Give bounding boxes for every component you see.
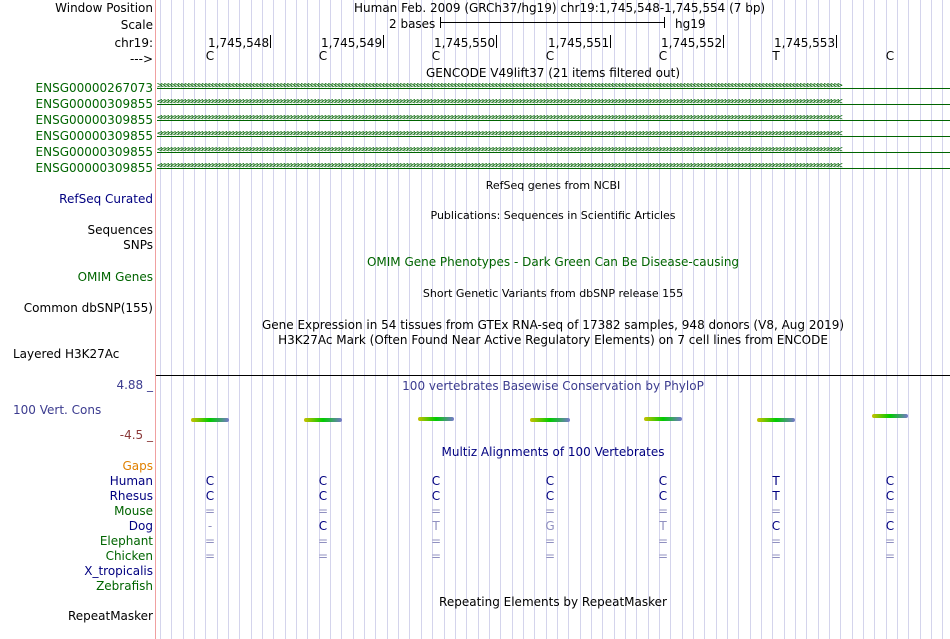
- ruler-tick-mark: [723, 35, 724, 48]
- phylop-score-glyph: [872, 414, 908, 418]
- ruler-tick-label: 1,745,553: [774, 36, 836, 50]
- dbsnp-track-label[interactable]: Common dbSNP(155): [23, 301, 153, 315]
- alignment-base-mouse: =: [430, 504, 442, 518]
- alignment-base-mouse: =: [770, 504, 782, 518]
- gencode-gene-label[interactable]: ENSG00000309855: [35, 161, 153, 175]
- window-position-label: Window Position: [55, 1, 153, 15]
- alignment-base-chicken: =: [544, 549, 556, 563]
- ruler-tick-mark: [836, 35, 837, 48]
- alignment-base-mouse: =: [884, 504, 896, 518]
- alignment-base-dog: T: [659, 519, 667, 533]
- h3k27ac-baseline: [156, 375, 950, 376]
- alignment-base-mouse: =: [657, 504, 669, 518]
- alignment-base-mouse: =: [204, 504, 216, 518]
- alignment-base-elephant: =: [657, 534, 669, 548]
- publications-track-title: Publications: Sequences in Scientific Articles: [430, 209, 676, 222]
- gencode-gene-label[interactable]: ENSG00000309855: [35, 129, 153, 143]
- conservation-min-label: -4.5 _: [119, 428, 153, 442]
- phylop-score-glyph: [757, 418, 795, 422]
- alignment-base-chicken: =: [657, 549, 669, 563]
- gencode-gene-label[interactable]: ENSG00000309855: [35, 113, 153, 127]
- phylop-score-glyph: [304, 418, 342, 422]
- alignment-base-human: C: [545, 474, 555, 488]
- reverse-strand-arrows: <<<<<<<<<<<<<<<<<<<<<<<<<<<<<<<<<<<<<<<<<<<<<<<<<<<<<<<<<<<<<<<<<<<<<<<<<<<<<<<<<<<<<<<<<<<<<<<<<<<<<<<<<<<<<<<<<<<<<<<<<<<<<<<<<<<<<<<<<<<<<<<<<<<<<<<<<<<<<<<<<<<<<<<<<<<<<<<<<<<<<<<<<<<<<<<<<<<<<<<<: [157, 130, 841, 139]
- phylop-score-glyph: [530, 418, 570, 422]
- reference-base: C: [885, 49, 895, 63]
- omim-track-title: OMIM Gene Phenotypes - Dark Green Can Be Disease-causing: [366, 255, 740, 269]
- gencode-gene-label[interactable]: ENSG00000309855: [35, 97, 153, 111]
- snps-track-label[interactable]: SNPs: [123, 238, 153, 252]
- assembly-text: hg19: [675, 17, 706, 31]
- alignment-base-chicken: =: [884, 549, 896, 563]
- conservation-track-label[interactable]: 100 Vert. Cons: [13, 403, 102, 417]
- gencode-gene-label[interactable]: ENSG00000309855: [35, 145, 153, 159]
- ruler-tick-mark: [610, 35, 611, 48]
- ruler-tick-label: 1,745,549: [321, 36, 383, 50]
- repeatmasker-track-label[interactable]: RepeatMasker: [67, 609, 153, 623]
- alignment-base-dog: T: [432, 519, 440, 533]
- reverse-strand-arrows: <<<<<<<<<<<<<<<<<<<<<<<<<<<<<<<<<<<<<<<<<<<<<<<<<<<<<<<<<<<<<<<<<<<<<<<<<<<<<<<<<<<<<<<<<<<<<<<<<<<<<<<<<<<<<<<<<<<<<<<<<<<<<<<<<<<<<<<<<<<<<<<<<<<<<<<<<<<<<<<<<<<<<<<<<<<<<<<<<<<<<<<<<<<<<<<<<<<<<<<<: [157, 162, 841, 171]
- multiz-track-title: Multiz Alignments of 100 Vertebrates: [441, 445, 665, 459]
- alignment-base-chicken: =: [204, 549, 216, 563]
- alignment-base-elephant: =: [204, 534, 216, 548]
- alignment-base-dog: C: [885, 519, 895, 533]
- gencode-gene-label[interactable]: ENSG00000267073: [35, 81, 153, 95]
- alignment-base-elephant: =: [317, 534, 329, 548]
- alignment-base-human: C: [431, 474, 441, 488]
- h3k27ac-track-title: H3K27Ac Mark (Often Found Near Active Regulatory Elements) on 7 cell lines from ENCODE: [278, 333, 828, 347]
- phylop-score-glyph: [644, 417, 682, 421]
- scale-bar: [440, 22, 665, 23]
- ruler-tick-mark: [496, 35, 497, 48]
- alignment-base-mouse: =: [317, 504, 329, 518]
- gene-model-row[interactable]: [157, 130, 950, 143]
- reverse-strand-arrows: <<<<<<<<<<<<<<<<<<<<<<<<<<<<<<<<<<<<<<<<<<<<<<<<<<<<<<<<<<<<<<<<<<<<<<<<<<<<<<<<<<<<<<<<<<<<<<<<<<<<<<<<<<<<<<<<<<<<<<<<<<<<<<<<<<<<<<<<<<<<<<<<<<<<<<<<<<<<<<<<<<<<<<<<<<<<<<<<<<<<<<<<<<<<<<<<<<<<<<<<: [157, 146, 841, 155]
- species-label-elephant[interactable]: Elephant: [99, 534, 153, 548]
- phylop-track-title: 100 vertebrates Basewise Conservation by PhyloP: [402, 379, 704, 393]
- h3k27ac-track-label[interactable]: Layered H3K27Ac: [13, 347, 120, 361]
- refseq-track-label[interactable]: RefSeq Curated: [59, 192, 153, 206]
- ruler-tick-mark: [270, 35, 271, 48]
- alignment-base-elephant: =: [884, 534, 896, 548]
- gene-model-row[interactable]: [157, 114, 950, 127]
- alignment-base-rhesus: C: [318, 489, 328, 503]
- alignment-base-human: C: [658, 474, 668, 488]
- alignment-base-elephant: =: [544, 534, 556, 548]
- alignment-base-rhesus: T: [772, 489, 780, 503]
- species-label-chicken[interactable]: Chicken: [105, 549, 153, 563]
- alignment-base-rhesus: C: [545, 489, 555, 503]
- sequences-track-label[interactable]: Sequences: [87, 223, 153, 237]
- dbsnp-track-title: Short Genetic Variants from dbSNP release 155: [422, 287, 684, 300]
- species-label-dog[interactable]: Dog: [128, 519, 153, 533]
- species-label-zebrafish[interactable]: Zebrafish: [96, 579, 153, 593]
- species-label-rhesus[interactable]: Rhesus: [109, 489, 153, 503]
- gtex-track-title: Gene Expression in 54 tissues from GTEx RNA-seq of 17382 samples, 948 donors (V8, Aug 2019): [261, 318, 845, 332]
- alignment-base-human: T: [772, 474, 780, 488]
- alignment-base-elephant: =: [770, 534, 782, 548]
- phylop-score-glyph: [191, 418, 229, 422]
- reference-base: C: [431, 49, 441, 63]
- reference-base: C: [318, 49, 328, 63]
- gene-model-row[interactable]: [157, 146, 950, 159]
- scale-bar-right-end: [664, 17, 665, 28]
- alignment-base-rhesus: C: [205, 489, 215, 503]
- alignment-base-dog: C: [318, 519, 328, 533]
- conservation-max-label: 4.88 _: [116, 378, 153, 392]
- alignment-base-dog: C: [771, 519, 781, 533]
- gene-model-row[interactable]: [157, 82, 950, 95]
- refseq-track-title: RefSeq genes from NCBI: [485, 179, 621, 192]
- alignment-base-human: C: [205, 474, 215, 488]
- track-label-panel: [0, 0, 156, 639]
- species-label-x-tropicalis[interactable]: X_tropicalis: [84, 564, 153, 578]
- scale-bases-text: 2 bases: [389, 17, 436, 31]
- alignment-base-dog: G: [545, 519, 555, 533]
- reference-base: C: [545, 49, 555, 63]
- reverse-strand-arrows: <<<<<<<<<<<<<<<<<<<<<<<<<<<<<<<<<<<<<<<<<<<<<<<<<<<<<<<<<<<<<<<<<<<<<<<<<<<<<<<<<<<<<<<<<<<<<<<<<<<<<<<<<<<<<<<<<<<<<<<<<<<<<<<<<<<<<<<<<<<<<<<<<<<<<<<<<<<<<<<<<<<<<<<<<<<<<<<<<<<<<<<<<<<<<<<<<<<<<<<<: [157, 114, 841, 123]
- scale-label: Scale: [120, 18, 153, 32]
- chr-label: chr19:: [114, 36, 153, 50]
- gene-model-row[interactable]: [157, 98, 950, 111]
- gene-model-row[interactable]: [157, 162, 950, 175]
- ruler-tick-label: 1,745,551: [548, 36, 610, 50]
- scale-bar-left-end: [440, 17, 441, 28]
- alignment-base-chicken: =: [770, 549, 782, 563]
- repeatmasker-track-title: Repeating Elements by RepeatMasker: [439, 595, 667, 609]
- ruler-tick-label: 1,745,548: [208, 36, 270, 50]
- alignment-base-elephant: =: [430, 534, 442, 548]
- alignment-base-dog: -: [207, 519, 213, 533]
- alignment-base-chicken: =: [317, 549, 329, 563]
- phylop-score-glyph: [418, 417, 454, 421]
- strand-label[interactable]: --->: [129, 52, 153, 66]
- alignment-base-rhesus: C: [431, 489, 441, 503]
- ruler-tick-label: 1,745,552: [661, 36, 723, 50]
- species-label-mouse[interactable]: Mouse: [114, 504, 153, 518]
- ruler-tick-mark: [383, 35, 384, 48]
- alignment-base-human: C: [885, 474, 895, 488]
- gencode-track-title: GENCODE V49lift37 (21 items filtered out): [425, 66, 680, 80]
- reverse-strand-arrows: <<<<<<<<<<<<<<<<<<<<<<<<<<<<<<<<<<<<<<<<<<<<<<<<<<<<<<<<<<<<<<<<<<<<<<<<<<<<<<<<<<<<<<<<<<<<<<<<<<<<<<<<<<<<<<<<<<<<<<<<<<<<<<<<<<<<<<<<<<<<<<<<<<<<<<<<<<<<<<<<<<<<<<<<<<<<<<<<<<<<<<<<<<<<<<<<<<<<<<<<: [157, 98, 841, 107]
- alignment-base-human: C: [318, 474, 328, 488]
- reference-base: T: [772, 49, 780, 63]
- forward-strand-arrows: >>>>>>>>>>>>>>>>>>>>>>>>>>>>>>>>>>>>>>>>>>>>>>>>>>>>>>>>>>>>>>>>>>>>>>>>>>>>>>>>>>>>>>>>>>>>>>>>>>>>>>>>>>>>>>>>>>>>>>>>>>>>>>>>>>>>>>>>>>>>>>>>>>>>>>>>>>>>>>>>>>>>>>>>>>>>>>>>>>>>>>>>>>>>>>>>>>>>>>>>: [157, 82, 841, 91]
- alignment-base-rhesus: C: [885, 489, 895, 503]
- alignment-base-chicken: =: [430, 549, 442, 563]
- reference-base: C: [658, 49, 668, 63]
- alignment-base-mouse: =: [544, 504, 556, 518]
- window-position-text: Human Feb. 2009 (GRCh37/hg19) chr19:1,745,548-1,745,554 (7 bp): [354, 1, 766, 15]
- ruler-tick-label: 1,745,550: [434, 36, 496, 50]
- omim-track-label[interactable]: OMIM Genes: [77, 270, 153, 284]
- alignment-base-rhesus: C: [658, 489, 668, 503]
- gaps-track-label[interactable]: Gaps: [122, 459, 153, 473]
- species-label-human[interactable]: Human: [109, 474, 153, 488]
- reference-base: C: [205, 49, 215, 63]
